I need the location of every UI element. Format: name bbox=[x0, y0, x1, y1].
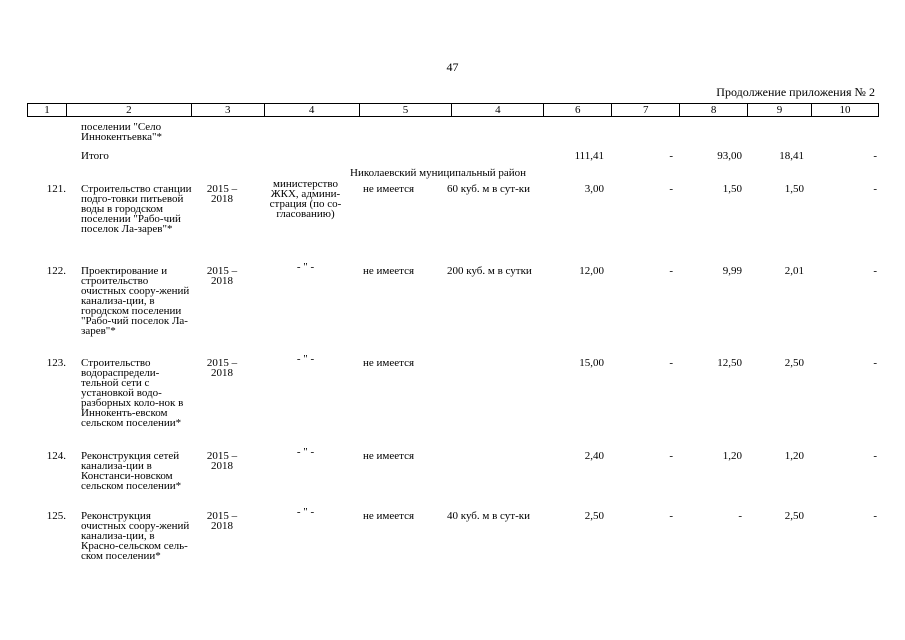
row-period: 2015 – 2018 bbox=[206, 450, 238, 472]
header-cell: 2 bbox=[66, 104, 191, 117]
header-cell: 4 bbox=[264, 104, 359, 117]
row-number: 123. bbox=[46, 357, 66, 369]
row-c10: - bbox=[873, 510, 877, 522]
total-c10: - bbox=[873, 150, 877, 162]
page-number: 47 bbox=[446, 60, 459, 74]
row-c6: 12,00 bbox=[579, 265, 604, 277]
row-c6: 2,50 bbox=[584, 510, 604, 522]
row-document: не имеется bbox=[363, 265, 415, 277]
carryover-name: поселении "Село Иннокентьевка"* bbox=[81, 121, 163, 143]
row-number: 125. bbox=[46, 510, 66, 522]
total-c8: 93,00 bbox=[717, 150, 742, 162]
row-period: 2015 – 2018 bbox=[206, 183, 238, 205]
row-number: 122. bbox=[46, 265, 66, 277]
row-responsible: - " - bbox=[296, 353, 315, 365]
total-c6: 111,41 bbox=[574, 150, 604, 162]
header-cell: 10 bbox=[811, 104, 878, 117]
header-cell: 8 bbox=[680, 104, 748, 117]
header-cell: 9 bbox=[748, 104, 812, 117]
row-c10: - bbox=[873, 357, 877, 369]
total-label: Итого bbox=[81, 150, 109, 162]
row-c8: 9,99 bbox=[722, 265, 742, 277]
row-c6: 2,40 bbox=[584, 450, 604, 462]
row-responsible: - " - bbox=[296, 446, 315, 458]
continuation-note: Продолжение приложения № 2 bbox=[716, 85, 875, 99]
row-name: Реконструкция очистных соору-жений канализа-ции, в Красно-сельском сель-ском поселении* bbox=[81, 510, 190, 562]
row-c8: 1,20 bbox=[722, 450, 742, 462]
row-c7: - bbox=[669, 450, 673, 462]
row-capacity: 40 куб. м в сут-ки bbox=[447, 510, 530, 522]
header-cell: 6 bbox=[544, 104, 612, 117]
row-responsible: министерство ЖКХ, админи-страция (по со-гласованию) bbox=[269, 178, 342, 220]
row-document: не имеется bbox=[363, 183, 415, 195]
column-number-header bbox=[27, 103, 879, 117]
row-document: не имеется bbox=[363, 450, 415, 462]
row-name: Строительство станции подго-товки питьевой воды в городском поселении "Рабо-чий поселок Ла-зарев"* bbox=[81, 183, 192, 235]
header-cell: 4 bbox=[452, 104, 544, 117]
row-capacity: 60 куб. м в сут-ки bbox=[447, 183, 530, 195]
header-cell: 1 bbox=[28, 104, 67, 117]
row-number: 121. bbox=[46, 183, 66, 195]
row-c6: 3,00 bbox=[584, 183, 604, 195]
row-responsible: - " - bbox=[296, 261, 315, 273]
row-c8: 12,50 bbox=[717, 357, 742, 369]
row-c6: 15,00 bbox=[579, 357, 604, 369]
row-c7: - bbox=[669, 357, 673, 369]
row-c7: - bbox=[669, 510, 673, 522]
row-c7: - bbox=[669, 265, 673, 277]
row-c10: - bbox=[873, 450, 877, 462]
total-c9: 18,41 bbox=[779, 150, 804, 162]
row-capacity: 200 куб. м в сутки bbox=[447, 265, 532, 277]
row-name: Строительство водораспредели-тельной сети с установкой водо-разборных коло-нок в Иннокенть-евском сельском поселении* bbox=[81, 357, 184, 429]
row-c9: 1,50 bbox=[784, 183, 804, 195]
row-c8: - bbox=[738, 510, 742, 522]
row-period: 2015 – 2018 bbox=[206, 510, 238, 532]
header-cell: 5 bbox=[359, 104, 452, 117]
row-period: 2015 – 2018 bbox=[206, 357, 238, 379]
row-name: Реконструкция сетей канализа-ции в Констанси-новском сельском поселении* bbox=[81, 450, 182, 492]
row-responsible: - " - bbox=[296, 506, 315, 518]
row-period: 2015 – 2018 bbox=[206, 265, 238, 287]
row-name: Проектирование и строительство очистных соору-жений канализа-ции, в городском поселении "Рабо-чий поселок Ла-зарев"* bbox=[81, 265, 190, 337]
header-cell: 3 bbox=[191, 104, 264, 117]
row-c9: 2,01 bbox=[784, 265, 804, 277]
row-c9: 2,50 bbox=[784, 357, 804, 369]
total-c7: - bbox=[669, 150, 673, 162]
row-number: 124. bbox=[46, 450, 66, 462]
row-c10: - bbox=[873, 265, 877, 277]
row-c8: 1,50 bbox=[722, 183, 742, 195]
row-c10: - bbox=[873, 183, 877, 195]
row-document: не имеется bbox=[363, 510, 415, 522]
row-c9: 2,50 bbox=[784, 510, 804, 522]
row-c7: - bbox=[669, 183, 673, 195]
header-cell: 7 bbox=[612, 104, 680, 117]
row-document: не имеется bbox=[363, 357, 415, 369]
district-heading: Николаевский муниципальный район bbox=[350, 167, 527, 179]
row-c9: 1,20 bbox=[784, 450, 804, 462]
